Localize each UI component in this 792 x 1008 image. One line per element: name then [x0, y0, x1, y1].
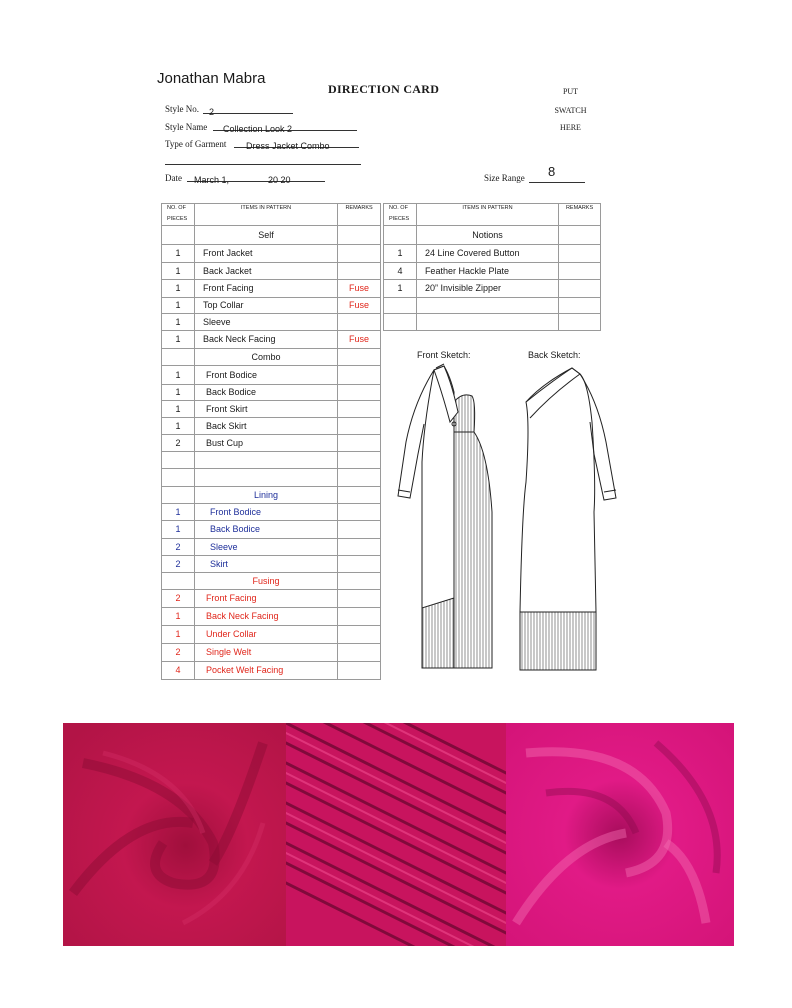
table-row: 1 Under Collar: [162, 626, 381, 644]
notions-pieces-header: NO. OF PIECES: [384, 204, 417, 226]
size-range-label: Size Range: [484, 173, 525, 183]
table-row: 2 Single Welt: [162, 644, 381, 662]
empty-row: [384, 298, 601, 314]
designer-name: Jonathan Mabra: [157, 70, 266, 87]
remarks-header: REMARKS: [338, 204, 381, 226]
style-name-field[interactable]: [213, 119, 357, 134]
table-cell: [559, 226, 601, 245]
table-row: 2 Bust Cup: [162, 435, 381, 452]
table-row: 1 Back Bodice: [162, 385, 381, 401]
table-row: 1 Top Collar Fuse: [162, 298, 381, 314]
table-row: 1 Front Bodice: [162, 504, 381, 521]
table-row: 1 Front Facing Fuse: [162, 280, 381, 298]
style-no-label: Style No.: [165, 104, 200, 114]
swatch-pleated: [286, 723, 506, 946]
section-fusing: Fusing: [194, 573, 337, 590]
table-row: 1 Back Bodice: [162, 521, 381, 539]
table-cell: [384, 226, 417, 245]
section-self: Self: [194, 226, 337, 245]
table-cell: [338, 573, 381, 590]
blank-line: [165, 164, 361, 165]
style-no-value: 2: [209, 107, 215, 117]
size-range-value: 8: [548, 164, 556, 179]
pieces-header: NO. OF PIECES: [162, 204, 195, 226]
style-name-value: Collection Look 2: [223, 124, 293, 134]
empty-row: [162, 469, 381, 487]
table-row: 2 Skirt: [162, 556, 381, 573]
table-cell: [162, 349, 195, 366]
swatch-crepe: [63, 723, 286, 946]
back-sketch: [512, 362, 622, 674]
back-sketch-label: Back Sketch:: [528, 350, 581, 360]
table-cell: [338, 226, 381, 245]
section-combo: Combo: [194, 349, 337, 366]
notions-remarks-header: REMARKS: [559, 204, 601, 226]
notions-table: [383, 203, 601, 331]
date-field[interactable]: [187, 170, 267, 185]
table-row: 1 Front Skirt: [162, 401, 381, 418]
table-row: 1 Back Neck Facing: [162, 608, 381, 626]
swatch-satin: [506, 723, 734, 946]
table-cell: [162, 226, 195, 245]
date-year-field[interactable]: [267, 170, 325, 185]
notions-items-header: ITEMS IN PATTERN: [416, 204, 558, 226]
garment-type-field[interactable]: [234, 136, 359, 151]
table-cell: [338, 349, 381, 366]
table-row: 1 Sleeve: [162, 314, 381, 331]
table-row: 1 Front Bodice: [162, 366, 381, 385]
swatch-note-line-3: HERE: [560, 123, 581, 132]
table-cell: [162, 573, 195, 590]
size-range-field[interactable]: [529, 173, 585, 183]
section-lining: Lining: [194, 487, 337, 504]
garment-type-value: Dress Jacket Combo: [246, 141, 330, 151]
style-name-label: Style Name: [165, 122, 208, 132]
table-cell: [162, 487, 195, 504]
table-row: 2 Front Facing: [162, 590, 381, 608]
style-no-field[interactable]: [203, 102, 293, 117]
swatch-note-line-1: PUT: [562, 87, 579, 96]
table-row: 2 Sleeve: [162, 539, 381, 556]
garment-type-label: Type of Garment: [165, 139, 227, 149]
date-value: March 1,: [194, 175, 230, 185]
table-row: 1 Back Jacket: [162, 263, 381, 280]
table-row: 4 Feather Hackle Plate: [384, 263, 601, 280]
items-header: ITEMS IN PATTERN: [194, 204, 337, 226]
table-row: 1 Front Jacket: [162, 245, 381, 263]
page-title: DIRECTION CARD: [328, 82, 440, 96]
table-row: 1 24 Line Covered Button: [384, 245, 601, 263]
front-sketch-label: Front Sketch:: [417, 350, 471, 360]
swatch-note-line-2: SWATCH: [554, 106, 587, 115]
date-year-value: 20 20: [268, 175, 291, 185]
section-notions: Notions: [416, 226, 558, 245]
empty-row: [162, 452, 381, 469]
empty-row: [384, 314, 601, 331]
front-sketch: [392, 362, 512, 674]
table-row: 1 Back Skirt: [162, 418, 381, 435]
pattern-table: [161, 203, 381, 680]
table-row: 1 20” Invisible Zipper: [384, 280, 601, 298]
table-cell: [338, 487, 381, 504]
table-row: 1 Back Neck Facing Fuse: [162, 331, 381, 349]
date-label: Date: [165, 173, 182, 183]
table-row: 4 Pocket Welt Facing: [162, 662, 381, 680]
